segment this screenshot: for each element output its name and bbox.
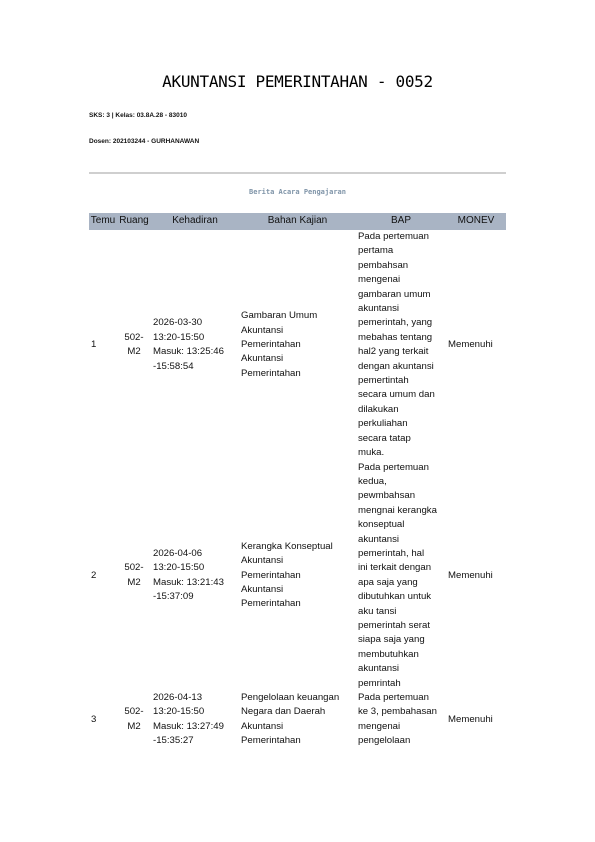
course-title: AKUNTANSI PEMERINTAHAN - 0052 bbox=[162, 72, 433, 91]
table-header-row bbox=[89, 213, 506, 230]
cell-monev: Memenuhi bbox=[448, 713, 493, 725]
cell-kehadiran: 2026-03-30 13:20-15:50 Masuk: 13:25:46 -15:58:54 bbox=[153, 317, 224, 372]
cell-kehadiran: 2026-04-06 13:20-15:50 Masuk: 13:21:43 -15:37:09 bbox=[153, 547, 224, 603]
cell-monev: Memenuhi bbox=[448, 569, 493, 581]
cell-bap: Pada pertemuan pertama pembahsan mengenai gambaran umum akuntansi pemerintah, yang mebahas tentang hal2 yang terkait dengan akuntansi pemertintah secara umum dan dilakukan perkuliahan secara tatap muka. bbox=[358, 231, 435, 459]
column-header-ruang: Ruang bbox=[117, 213, 151, 230]
cell-bahan-kajian: Pengelolaan keuangan Negara dan Daerah Akuntansi Pemerintahan bbox=[241, 692, 340, 747]
table-row bbox=[89, 461, 506, 692]
divider bbox=[89, 172, 506, 174]
dosen-line: Dosen: 202103244 - GURHANAWAN bbox=[89, 138, 200, 145]
cell-ruang: 502- M2 bbox=[124, 706, 144, 732]
cell-ruang: 502- M2 bbox=[124, 331, 144, 358]
cell-bap: Pada pertemuan kedua, pewmbahsan mengnai kerangka konseptual akuntansi pemerintah, hal ini terkait dengan apa saja yang dibutuhkan untuk aku tansi pemerintah serat siapa saja yang membutuhkan akuntansi pemrintah bbox=[358, 461, 437, 689]
cell-bahan-kajian: Gambaran Umum Akuntansi Pemerintahan Akuntansi Pemerintahan bbox=[241, 310, 318, 379]
cell-temu: 2 bbox=[91, 569, 97, 581]
bap-table bbox=[89, 213, 506, 749]
column-header-kehadiran: Kehadiran bbox=[151, 213, 239, 230]
cell-ruang: 502- M2 bbox=[124, 562, 144, 588]
column-header-monev: MONEV bbox=[446, 213, 506, 230]
column-header-bap: BAP bbox=[356, 213, 446, 230]
cell-temu: 3 bbox=[91, 713, 97, 725]
column-header-temu: Temu bbox=[89, 213, 117, 230]
cell-bap: Pada pertemuan ke 3, pembahasan mengenai pengelolaan bbox=[358, 692, 437, 747]
section-title: Berita Acara Pengajaran bbox=[249, 188, 346, 196]
table-row bbox=[89, 230, 506, 461]
sks-kelas-line: SKS: 3 | Kelas: 03.8A.28 - 83010 bbox=[89, 112, 187, 119]
cell-bahan-kajian: Kerangka Konseptual Akuntansi Pemerintahan Akuntansi Pemerintahan bbox=[241, 540, 333, 610]
cell-kehadiran: 2026-04-13 13:20-15:50 Masuk: 13:27:49 -15:35:27 bbox=[153, 692, 224, 747]
cell-monev: Memenuhi bbox=[448, 339, 493, 351]
cell-temu: 1 bbox=[91, 339, 97, 351]
table-row bbox=[89, 691, 506, 749]
column-header-bahan-kajian: Bahan Kajian bbox=[239, 213, 356, 230]
